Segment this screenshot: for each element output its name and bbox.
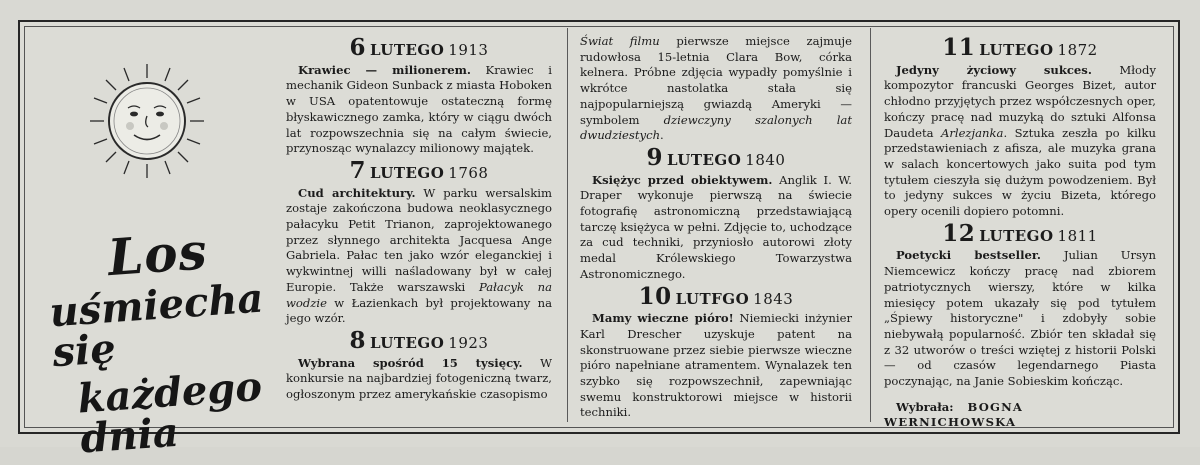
credit-label: Wybrała: — [896, 399, 954, 414]
entry-date — [580, 143, 852, 171]
entry-month: LUTEGO — [370, 333, 445, 352]
entry-8-feb-continued — [580, 34, 852, 144]
entry-lead: Księżyc przed obiektywem. — [592, 172, 773, 187]
entry-text — [884, 63, 1156, 220]
entry-text — [580, 34, 852, 144]
entry-9-feb — [580, 143, 852, 283]
entry-body: Krawiec i mechanik Gideon Sunback z miasta Hoboken w USA opatentowuje ostateczną formę błyskawicznego zamka, który w ciągu dwóch lat rozpowszechnia się na całym świecie, przynosząc wynalazcy milionowy majątek. — [286, 62, 552, 156]
entry-month: LUTFGO — [675, 289, 750, 308]
author-credit — [884, 400, 1156, 431]
entry-month: LUTEGO — [979, 226, 1054, 245]
entry-text — [286, 63, 552, 157]
entry-year: 1768 — [448, 163, 489, 182]
entry-body: W konkursie na najbardziej fotogeniczną twarz, ogłoszonym przez amerykańskie czasopismo — [286, 355, 553, 402]
entry-text — [286, 186, 552, 327]
entry-day: 9 — [646, 143, 664, 171]
entry-date — [884, 34, 1156, 61]
entry-day: 10 — [638, 282, 672, 310]
entry-11-feb — [884, 34, 1156, 220]
entry-12-feb — [884, 219, 1156, 390]
entry-lead: Jedyny życiowy sukces. — [896, 62, 1092, 77]
entry-italic: Pałacyk na wodzie — [286, 279, 552, 310]
entry-lead: Mamy wieczne pióro! — [592, 311, 734, 326]
column-divider — [567, 28, 568, 422]
entry-year: 1843 — [753, 289, 794, 308]
entry-year: 1872 — [1057, 41, 1098, 59]
entry-body: Młody kompozytor francuski Georges Bizet, autor chłodno przyjętych przez współczesnych oper, kończy pracę nad muzyką do sztuki Alfonsa Daudeta — [884, 62, 1156, 140]
entry-body: pierwsze miejsce zajmuje rudowłosa 15-letnia Clara Bow, córka kelnera. Próbne zdjęcia wypadły pomyślnie i wkrótce nastolatka stała się najpopularniejszą gwiazdą Ameryki — symbolem — [580, 34, 852, 127]
entry-month: LUTEGO — [979, 41, 1054, 59]
entry-italic: dziewczyny szalonych lat dwudziestych — [580, 112, 852, 143]
entry-body: w Łazienkach był projektowany na jego wzór. — [286, 295, 552, 326]
entry-10-feb — [580, 282, 852, 422]
entry-day: 12 — [942, 219, 976, 247]
sun-face-icon — [86, 60, 208, 182]
entry-italic: Arlezjanka — [940, 125, 1004, 140]
entry-body: . Sztuka zeszła po kilku przedstawieniach z afisza, ale muzyka grana w salach koncertowych jako suita pod tym tytułem cieszyła się dużym powodzeniem. Był to jedyny sukces w życiu Bizeta, którego opery ocenili dopiero potomni. — [884, 125, 1156, 219]
entry-date — [580, 282, 852, 310]
entry-body: Anglik I. W. Draper wykonuje pierwszą na świecie fotografię astronomiczną przedstawiającą tarczę księżyca w pełni. Zdjęcie to, uchodzące za cud techniki, przyniosło autorowi złoty medal Królewskiego Towarzystwa Astronomicznego. — [580, 172, 852, 281]
title-line-2: uśmiecha się — [48, 274, 265, 377]
text-column-1 — [286, 34, 552, 403]
entry-text — [884, 248, 1156, 389]
entry-date — [286, 34, 552, 61]
title-line-3: każdego dnia — [76, 362, 264, 463]
entry-day: 11 — [942, 34, 976, 61]
credit-name: BOGNA WERNICHOWSKA — [884, 399, 1024, 430]
entry-date — [286, 156, 552, 184]
column-divider — [870, 28, 871, 422]
entry-date — [286, 326, 552, 354]
entry-month: LUTEGO — [370, 41, 445, 59]
entry-lead: Krawiec — milionerem. — [298, 62, 471, 77]
column-title — [34, 222, 279, 461]
entry-lead: Poetycki bestseller. — [896, 248, 1041, 263]
entry-month: LUTEGO — [370, 163, 445, 182]
entry-year: 1840 — [745, 150, 786, 169]
entry-body: Julian Ursyn Niemcewicz kończy pracę nad zbiorem patriotycznych wierszy, które w kilka miesięcy potem ukazały się pod tytułem „Śpiewy historyczne" i zdobyły sobie niebywałą popularność. Zbiór ten składał się z 32 utworów o treści wziętej z historii Polski — od czasów legendarnego Piasta poczynając, na Janie Sobieskim kończąc. — [884, 248, 1156, 389]
entry-date — [884, 219, 1156, 247]
entry-year: 1811 — [1057, 226, 1098, 245]
entry-day: 7 — [349, 156, 367, 184]
entry-year: 1923 — [448, 333, 489, 352]
entry-8-feb — [286, 326, 553, 403]
entry-body: . — [660, 128, 664, 143]
entry-lead: Wybrana spośród 15 tysięcy. — [298, 355, 523, 370]
title-line-1: Los — [105, 221, 210, 288]
entry-text — [580, 311, 852, 421]
entry-day: 6 — [349, 34, 367, 61]
entry-day: 8 — [349, 326, 367, 354]
text-column-2 — [580, 34, 852, 421]
entry-month: LUTEGO — [667, 150, 742, 169]
entry-text — [580, 173, 852, 283]
entry-lead: Cud architektury. — [298, 185, 416, 200]
entry-7-feb — [286, 156, 552, 327]
entry-6-feb — [286, 34, 552, 157]
text-column-3 — [884, 34, 1156, 431]
entry-year: 1913 — [448, 41, 489, 59]
entry-text — [286, 356, 552, 403]
entry-body: W parku wersalskim zostaje zakończona budowa neoklasycznego pałacyku Petit Trianon, zaprojektowanego przez słynnego architekta Jacquesa Ange Gabriela. Pałac ten jako wzór eleganckiej i wykwintnej willi naśladowany był w całej Europie. Także warszawski — [286, 185, 552, 294]
entry-italic: Świat filmu — [580, 34, 660, 48]
entry-body: Niemiecki inżynier Karl Drescher uzyskuje patent na skonstruowane przez siebie pierwsze wieczne pióro napełniane atramentem. Wynalazek ten szybko się rozpowszechnił, zapewniając swemu konstruktorowi miejsce w historii techniki. — [580, 311, 852, 420]
